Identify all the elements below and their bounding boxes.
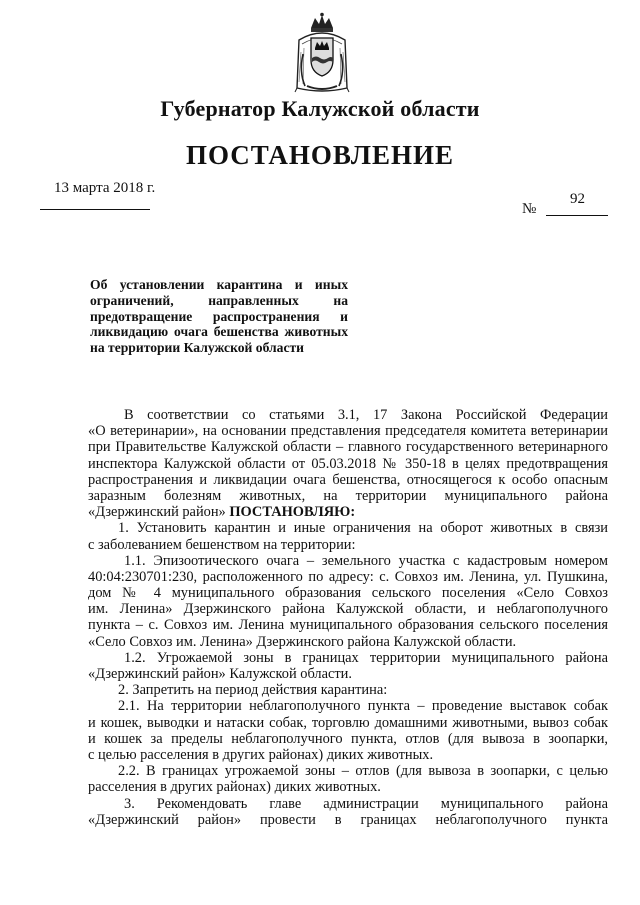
body-line: и кошек за пределы неблагополучного пункта, отлов (для вывоза в зоопарки, <box>88 730 608 747</box>
body-line: 1. Установить карантин и иные ограничения на оборот животных в связи <box>118 520 608 537</box>
subject-line: ликвидацию очага бешенства животных <box>90 324 348 340</box>
body-line: 1.1. Эпизоотического очага – земельного участка с кадастровым номером <box>124 552 608 569</box>
body-line-text: «Дзержинский район» <box>88 504 226 521</box>
body-line: с заболеванием бешенством на территории: <box>88 536 356 553</box>
document-type-title: ПОСТАНОВЛЕНИЕ <box>185 140 455 170</box>
body-line: «О ветеринарии», на основании представления председателя комитета ветеринарии <box>88 423 608 440</box>
body-line <box>88 504 608 520</box>
body-line: «Село Совхоз им. Ленина» Дзержинского района Калужской области. <box>88 633 517 650</box>
body-line: 2. Запретить на период действия карантина: <box>118 682 388 699</box>
body-line: «Дзержинский район» провести в границах неблагополучного пункта <box>88 811 608 828</box>
issuing-authority: Губернатор Калужской области <box>160 96 480 121</box>
body-line: дом № 4 муниципального образования сельского поселения «Село Совхоз <box>88 585 608 602</box>
body-line: с целью расселения в других районах) диких животных. <box>88 746 434 763</box>
subject-line: предотвращение распространения и <box>90 308 348 324</box>
body-line: 40:04:230701:230, расположенного по адресу: с. Совхоз им. Ленина, ул. Пушкина, <box>88 568 608 585</box>
body-line: заразным болезням животных, на территории муниципального района <box>88 487 608 504</box>
decree-word: ПОСТАНОВЛЯЮ: <box>229 504 356 521</box>
body-line: инспектора Калужской области от 05.03.2018 № 350-18 в целях предотвращения <box>88 455 608 472</box>
body-line: пункта – с. Совхоз им. Ленина муниципального образования сельского поселения <box>88 617 608 634</box>
body-line: при Правительстве Калужской области – главного государственного ветеринарного <box>88 439 608 456</box>
subject-line: Об установлении карантина и иных <box>90 277 348 292</box>
body-line: распространения и ликвидации очага бешенства, относящегося к особо опасным <box>88 471 608 488</box>
body-line: им. Ленина» Дзержинского района Калужской области, и неблагополучного <box>88 601 608 618</box>
document-date: 13 марта 2018 г. <box>54 180 156 196</box>
subject-line: ограничений, направленных на <box>90 292 348 308</box>
subject-line: на территории Калужской области <box>90 340 304 356</box>
number-sign: № <box>522 201 537 217</box>
body-line: 2.2. В границах угрожаемой зоны – отлов (для вывоза в зоопарки, с целью <box>118 763 608 780</box>
body-line: 1.2. Угрожаемой зоны в границах территории муниципального района <box>124 649 608 666</box>
body-line: В соответствии со статьями 3.1, 17 Закона Российской Федерации <box>124 407 608 423</box>
coat-of-arms-icon <box>293 12 351 94</box>
document-subject <box>90 277 348 356</box>
document-number: 92 <box>570 191 585 207</box>
date-underline <box>40 209 150 210</box>
body-line: расселения в других районах) диких животных. <box>88 779 381 796</box>
body-line: и кошек, выводки и натаски собак, торговлю домашними животными, вывоз собак <box>88 714 608 731</box>
number-underline <box>546 215 608 216</box>
body-line: 2.1. На территории неблагополучного пункта – проведение выставок собак <box>118 698 608 715</box>
body-line: 3. Рекомендовать главе администрации муниципального района <box>124 795 608 812</box>
document-body <box>88 407 608 828</box>
body-line: «Дзержинский район» Калужской области. <box>88 666 352 682</box>
